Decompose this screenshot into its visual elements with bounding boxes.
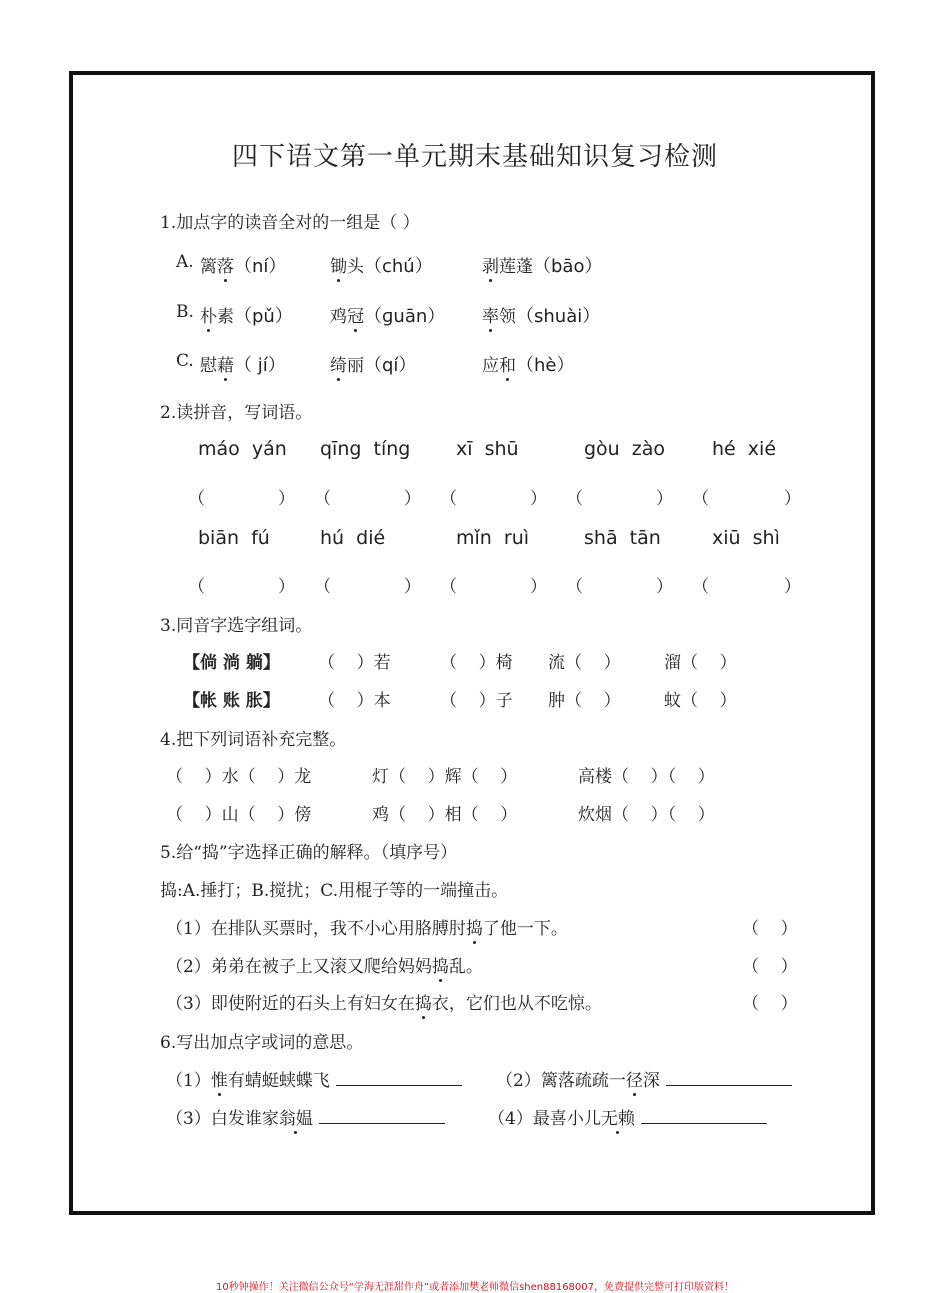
pinyin-prompt: qīng tíng xyxy=(320,438,411,460)
sentence-item: （3）即使附近的石头上有妇女在捣衣，它们也从不吃惊。 xyxy=(166,989,602,1014)
option-word: 应和（hè） xyxy=(482,351,574,377)
fill-in-word: 肿（ ） xyxy=(548,691,621,711)
fill-in-word: 流（ ） xyxy=(548,653,621,673)
page-title: 四下语文第一单元期末基础知识复习检测 xyxy=(231,142,718,172)
answer-paren-close: ） xyxy=(530,577,547,597)
option-word: 慰藉（ jí） xyxy=(200,351,286,377)
dotted-character: 径 xyxy=(626,1066,643,1091)
answer-blank-line xyxy=(666,1071,792,1086)
fill-in-word: 溜（ ） xyxy=(664,653,737,673)
question-5-definitions: 捣:A.捶打；B.搅扰；C.用棍子等的一端撞击。 xyxy=(160,881,509,901)
option-label: A. xyxy=(176,252,194,272)
answer-paren-open: （ xyxy=(314,577,331,597)
character-group: 【帐 账 胀】 xyxy=(183,691,280,711)
pinyin: （shuài） xyxy=(516,306,601,327)
answer-paren-close: ） xyxy=(404,577,421,597)
fill-in-word: 蚊（ ） xyxy=(664,691,737,711)
option-word: 绮丽（qí） xyxy=(330,351,416,377)
answer-blank-line xyxy=(319,1109,445,1124)
idiom-fill: 鸡（ ）相（ ） xyxy=(372,805,518,825)
option-word: 鸡冠（ɡuān） xyxy=(330,302,445,328)
dotted-character: 和 xyxy=(499,351,516,376)
idiom-fill: 高楼（ ）（ ） xyxy=(578,767,715,787)
answer-paren-close: ） xyxy=(278,577,295,597)
answer-paren-close: ） xyxy=(656,489,673,509)
answer-blank-line xyxy=(641,1109,767,1124)
fill-in-word: （ ）本 xyxy=(318,691,391,711)
answer-paren-open: （ xyxy=(566,489,583,509)
answer-paren-close: ） xyxy=(784,489,801,509)
dotted-character: 落 xyxy=(217,252,234,277)
dotted-character: 朴 xyxy=(200,302,217,327)
answer-paren-close: ） xyxy=(404,489,421,509)
meaning-item: （2）篱落疏疏一径深 xyxy=(496,1066,792,1091)
footer-promo-text: 10秒钟操作！关注微信公众号“学海无涯甜作舟”或者添加樊老师微信shen88168007，免费提供完整可打印版资料！ xyxy=(215,1282,735,1293)
dotted-character: 捣 xyxy=(466,914,483,939)
dotted-character: 锄 xyxy=(330,252,347,277)
dotted-character: 绮 xyxy=(330,351,347,376)
option-word: 率领（shuài） xyxy=(482,302,600,328)
pinyin-prompt: mǐn ruì xyxy=(456,527,530,549)
answer-paren-close: ） xyxy=(278,489,295,509)
pinyin-prompt: shā tān xyxy=(584,527,661,549)
meaning-item: （3）白发谁家翁媪 xyxy=(166,1104,445,1129)
question-6-stem: 6.写出加点字或词的意思。 xyxy=(160,1033,364,1053)
answer-paren-open: （ xyxy=(188,577,205,597)
option-word: 篱落（ní） xyxy=(200,252,286,278)
answer-paren: （ ） xyxy=(742,994,798,1014)
pinyin: （ jí） xyxy=(234,355,286,376)
pinyin-prompt: biān fú xyxy=(198,527,270,549)
pinyin: （chú） xyxy=(364,256,433,277)
pinyin: （bāo） xyxy=(533,256,603,277)
pinyin-prompt: máo yán xyxy=(198,438,287,460)
dotted-character: 捣 xyxy=(432,952,449,977)
idiom-fill: （ ）水（ ）龙 xyxy=(166,767,312,787)
sentence-item: （2）弟弟在被子上又滚又爬给妈妈捣乱。 xyxy=(166,952,483,977)
pinyin: （ɡuān） xyxy=(364,306,446,327)
answer-paren-open: （ xyxy=(566,577,583,597)
pinyin-prompt: xī shū xyxy=(456,438,519,460)
character-group: 【倘 淌 躺】 xyxy=(183,653,280,673)
pinyin: （ní） xyxy=(234,256,287,277)
question-1-stem: 1.加点字的读音全对的一组是（ ） xyxy=(160,213,420,233)
answer-paren-open: （ xyxy=(440,577,457,597)
dotted-character: 藉 xyxy=(217,351,234,376)
option-label: B. xyxy=(176,302,194,322)
dotted-character: 冠 xyxy=(347,302,364,327)
idiom-fill: （ ）山（ ）傍 xyxy=(166,805,312,825)
fill-in-word: （ ）子 xyxy=(440,691,513,711)
answer-paren-open: （ xyxy=(188,489,205,509)
option-word: 朴素（pǔ） xyxy=(200,302,293,328)
dotted-character: 捣 xyxy=(415,989,432,1014)
dotted-character: 惟 xyxy=(211,1066,228,1091)
answer-paren-open: （ xyxy=(314,489,331,509)
question-4-stem: 4.把下列词语补充完整。 xyxy=(160,730,347,750)
answer-paren-close: ） xyxy=(530,489,547,509)
pinyin-prompt: gòu zào xyxy=(584,438,666,460)
dotted-character: 翁媪 xyxy=(279,1104,313,1129)
question-5-stem: 5.给“捣”字选择正确的解释。（填序号） xyxy=(160,843,458,863)
answer-paren-close: ） xyxy=(784,577,801,597)
meaning-item: （4）最喜小儿无赖 xyxy=(488,1104,767,1129)
answer-paren-close: ） xyxy=(656,577,673,597)
answer-paren-open: （ xyxy=(692,577,709,597)
question-2-stem: 2.读拼音，写词语。 xyxy=(160,403,313,423)
dotted-character: 率 xyxy=(482,302,499,327)
option-word: 锄头（chú） xyxy=(330,252,433,278)
pinyin-prompt: xiū shì xyxy=(712,527,780,549)
pinyin-prompt: hé xié xyxy=(712,438,777,460)
option-label: C. xyxy=(176,351,194,371)
sentence-item: （1）在排队买票时，我不小心用胳膊肘捣了他一下。 xyxy=(166,914,568,939)
question-3-stem: 3.同音字选字组词。 xyxy=(160,616,313,636)
idiom-fill: 炊烟（ ）（ ） xyxy=(578,805,715,825)
pinyin-prompt: hú dié xyxy=(320,527,386,549)
dotted-character: 剥 xyxy=(482,252,499,277)
answer-paren-open: （ xyxy=(692,489,709,509)
idiom-fill: 灯（ ）辉（ ） xyxy=(372,767,518,787)
answer-paren: （ ） xyxy=(742,919,798,939)
meaning-item: （1）惟有蜻蜓蛱蝶飞 xyxy=(166,1066,462,1091)
answer-paren: （ ） xyxy=(742,957,798,977)
answer-paren-open: （ xyxy=(440,489,457,509)
fill-in-word: （ ）若 xyxy=(318,653,391,673)
fill-in-word: （ ）椅 xyxy=(440,653,513,673)
pinyin: （pǔ） xyxy=(234,306,293,327)
answer-blank-line xyxy=(336,1071,462,1086)
pinyin: （qí） xyxy=(364,355,417,376)
pinyin: （hè） xyxy=(516,355,575,376)
dotted-character: 无赖 xyxy=(601,1104,635,1129)
option-word: 剥莲蓬（bāo） xyxy=(482,252,602,278)
